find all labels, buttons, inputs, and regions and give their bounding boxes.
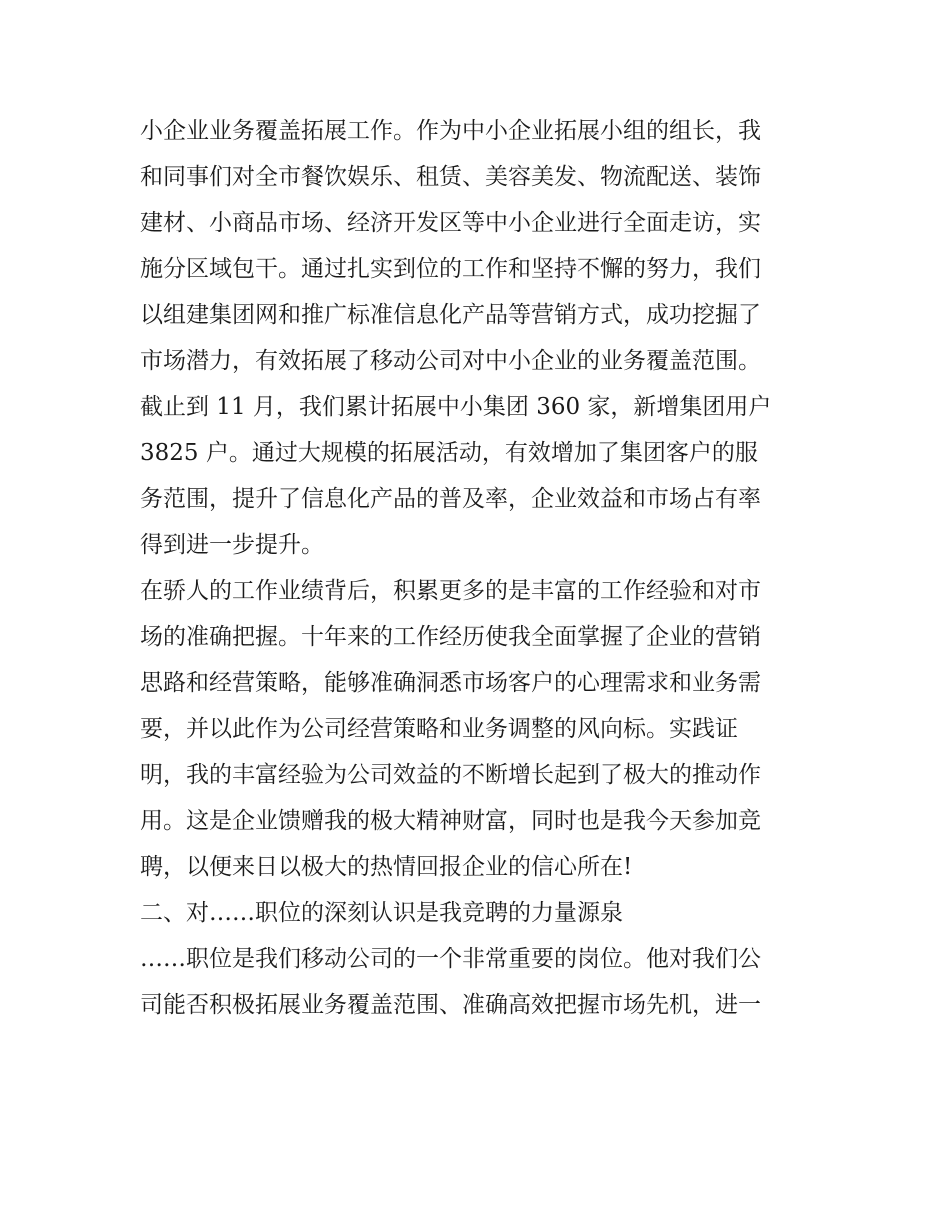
document-body (140, 108, 820, 1028)
text-line: 市场潜力，有效拓展了移动公司对中小企业的业务覆盖范围。 (140, 348, 761, 374)
text-line: 小企业业务覆盖拓展工作。作为中小企业拓展小组的组长，我 (140, 118, 761, 144)
text-line: 施分区域包干。通过扎实到位的工作和坚持不懈的努力，我们 (140, 256, 761, 282)
text-line: 得到进一步提升。 (140, 532, 324, 558)
text-line: 在骄人的工作业绩背后，积累更多的是丰富的工作经验和对市 (140, 578, 761, 604)
text-line: 3825 户。通过大规模的拓展活动，有效增加了集团客户的服 (140, 440, 758, 466)
text-line: 聘，以便来日以极大的热情回报企业的信心所在! (140, 854, 633, 880)
text-line: 截止到 11 月，我们累计拓展中小集团 360 家，新增集团用户 (140, 394, 772, 420)
text-line: 务范围，提升了信息化产品的普及率，企业效益和市场占有率 (140, 486, 761, 512)
text-line: 场的准确把握。十年来的工作经历使我全面掌握了企业的营销 (140, 624, 761, 650)
text-line: 要，并以此作为公司经营策略和业务调整的风向标。实践证 (140, 716, 738, 742)
text-line: 明，我的丰富经验为公司效益的不断增长起到了极大的推动作 (140, 762, 761, 788)
text-line: ……职位是我们移动公司的一个非常重要的岗位。他对我们公 (140, 946, 761, 972)
text-line: 和同事们对全市餐饮娱乐、租赁、美容美发、物流配送、装饰 (140, 164, 761, 190)
text-line: 司能否积极拓展业务覆盖范围、准确高效把握市场先机，进一 (140, 992, 761, 1018)
text-line: 建材、小商品市场、经济开发区等中小企业进行全面走访，实 (140, 210, 761, 236)
section-heading: 二、对……职位的深刻认识是我竞聘的力量源泉 (140, 900, 623, 926)
text-line: 思路和经营策略，能够准确洞悉市场客户的心理需求和业务需 (140, 670, 761, 696)
text-line: 以组建集团网和推广标准信息化产品等营销方式，成功挖掘了 (140, 302, 761, 328)
text-line: 用。这是企业馈赠我的极大精神财富，同时也是我今天参加竞 (140, 808, 761, 834)
